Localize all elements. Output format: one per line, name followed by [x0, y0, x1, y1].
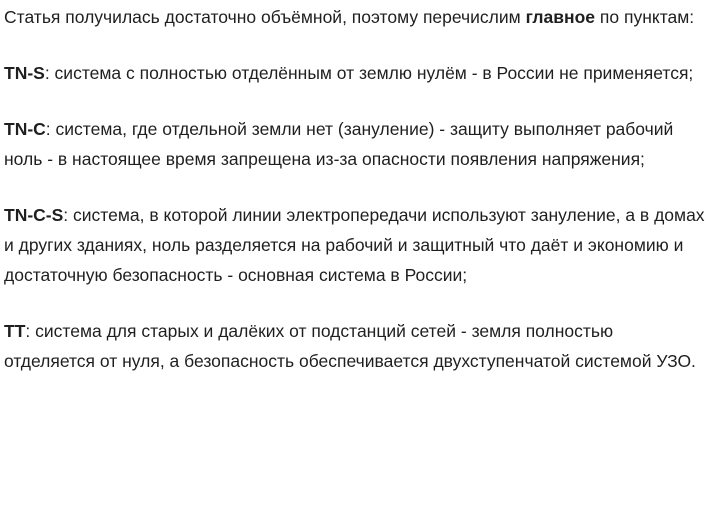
- system-item-tt: [4, 316, 706, 376]
- system-item-tn-s: [4, 58, 706, 88]
- intro-text-before: Статья получилась достаточно объёмной, поэтому перечислим: [4, 7, 526, 27]
- intro-emphasis: главное: [525, 7, 596, 27]
- system-description: : система, где отдельной земли нет (зануление) - защиту выполняет рабочий ноль - в настоящее время запрещена из-за опасности появления напряжения;: [4, 119, 674, 169]
- system-description: : система, в которой линии электропередачи используют зануление, а в домах и других зданиях, ноль разделяется на рабочий и защитный что даёт и экономию и достаточную безопасность - основная система в России;: [4, 205, 705, 285]
- intro-text-after: по пунктам:: [595, 7, 695, 27]
- system-item-tn-c-s: [4, 200, 706, 290]
- system-term: TN-C: [4, 119, 46, 139]
- system-term: TT: [4, 321, 26, 341]
- intro-paragraph: [4, 2, 706, 32]
- system-description: : система для старых и далёких от подстанций сетей - земля полностью отделяется от нуля, а безопасность обеспечивается двухступенчатой системой УЗО.: [4, 321, 696, 371]
- system-description: : система с полностью отделённым от землю нулём - в России не применяется;: [44, 63, 694, 83]
- system-item-tn-c: [4, 114, 706, 174]
- system-term: TN-S: [4, 63, 45, 83]
- system-term: TN-C-S: [4, 205, 64, 225]
